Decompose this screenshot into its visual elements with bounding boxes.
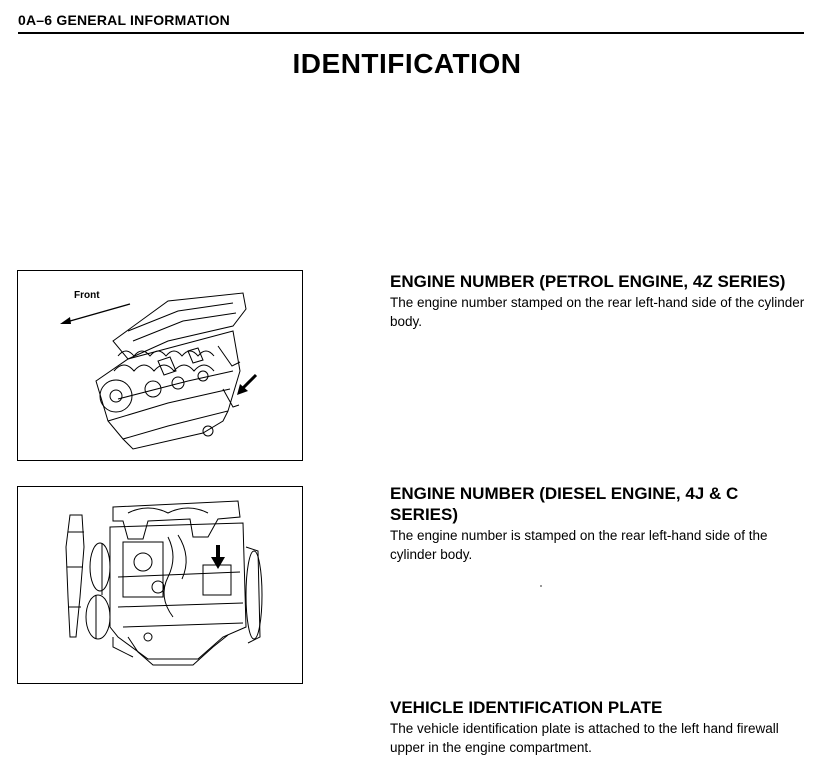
petrol-engine-number-section	[390, 271, 810, 331]
diesel-engine-figure	[17, 486, 303, 684]
diesel-engine-number-section	[390, 483, 810, 564]
section-heading: ENGINE NUMBER (DIESEL ENGINE, 4J & C SERIES)	[390, 484, 739, 524]
section-heading: VEHICLE IDENTIFICATION PLATE	[390, 698, 663, 717]
page-reference: 0A–6 GENERAL INFORMATION	[18, 12, 230, 28]
engine-drawing	[66, 501, 262, 665]
front-label: Front	[74, 290, 100, 301]
section-heading: ENGINE NUMBER (PETROL ENGINE, 4Z SERIES)	[390, 272, 786, 291]
engine-number-arrow-icon	[237, 375, 256, 395]
page-title: IDENTIFICATION	[292, 48, 522, 79]
petrol-engine-illustration	[18, 271, 302, 460]
diesel-engine-illustration	[18, 487, 302, 683]
scan-speck	[540, 585, 542, 587]
section-body: The engine number stamped on the rear left-hand side of the cylinder body.	[390, 295, 805, 329]
engine-drawing	[96, 293, 246, 449]
section-body: The engine number is stamped on the rear left-hand side of the cylinder body.	[390, 528, 768, 562]
vehicle-identification-plate-section	[390, 697, 810, 757]
section-body: The vehicle identification plate is attached to the left hand firewall upper in the engine compartment.	[390, 721, 779, 755]
front-arrow-icon	[60, 304, 130, 324]
petrol-engine-figure	[17, 270, 303, 461]
page-header	[18, 10, 804, 34]
